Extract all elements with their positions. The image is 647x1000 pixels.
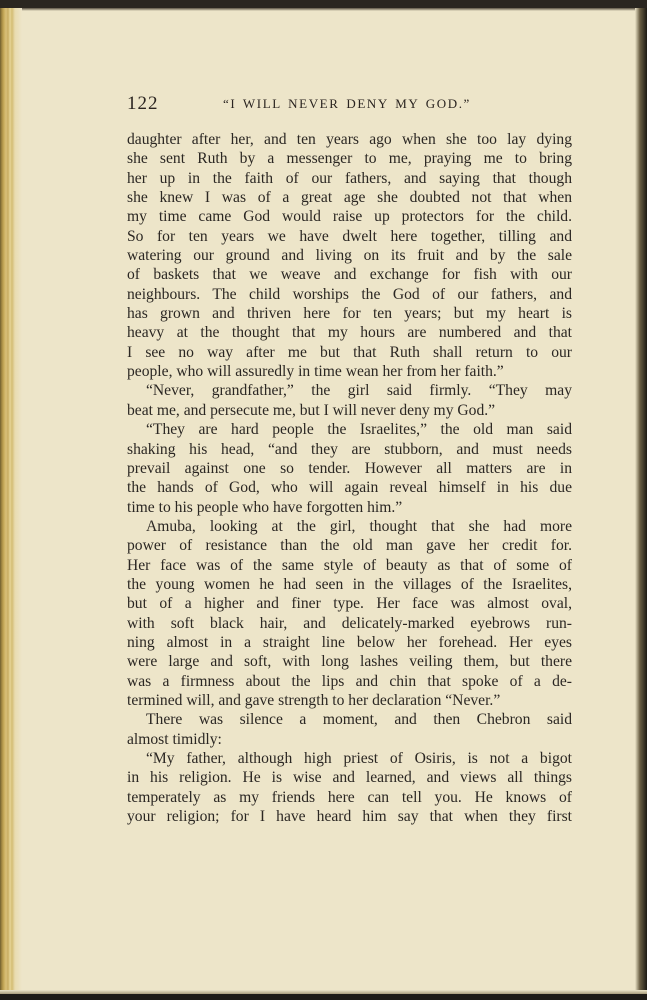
- text-line: “My father, although high priest of Osiris, is not a bigot: [146, 750, 572, 767]
- text-line: neighbours. The child worships the God of our fathers, and: [127, 285, 572, 303]
- book-top-edge: [0, 0, 647, 8]
- text-line: has grown and thriven here for ten years; but my heart is: [127, 305, 572, 323]
- page-right-edge: [635, 8, 647, 994]
- text-line: There was silence a moment, and then Chebron said: [146, 711, 572, 729]
- text-line: “They are hard people the Israelites,” the old man said: [146, 421, 572, 439]
- text-line: watering our ground and living on its fruit and by the sale: [127, 247, 572, 265]
- page-number: 122: [127, 93, 159, 114]
- text-line: I see no way after me but that Ruth shall return to our: [127, 343, 572, 361]
- text-line: daughter after her, and ten years ago when she too lay dying: [127, 131, 572, 148]
- text-line: was a firmness about the lips and chin that spoke of a de-: [127, 672, 572, 690]
- text-line: termined will, and gave strength to her declaration “Never.”: [127, 691, 501, 709]
- text-line: beat me, and persecute me, but I will never deny my God.”: [127, 401, 496, 419]
- text-line: she sent Ruth by a messenger to me, praying me to bring: [127, 150, 572, 168]
- text-line: people, who will assuredly in time wean her from her faith.”: [127, 363, 504, 381]
- text-line: So for ten years we have dwelt here together, tilling and: [127, 227, 572, 245]
- text-line: almost timidly:: [127, 730, 222, 748]
- book-page: [127, 93, 572, 826]
- text-line: temperately as my friends here can tell you. He knows of: [127, 788, 572, 806]
- text-line: but of a higher and finer type. Her face was almost oval,: [127, 595, 572, 613]
- text-line: my time came God would raise up protectors for the child.: [127, 208, 572, 226]
- text-line: with soft black hair, and delicately-marked eyebrows run-: [127, 614, 572, 632]
- text-line: your religion; for I have heard him say that when they first: [127, 808, 572, 826]
- text-line: prevail against one so tender. However all matters are in: [127, 459, 572, 477]
- text-line: time to his people who have forgotten him.”: [127, 498, 403, 516]
- text-line: Her face was of the same style of beauty as that of some of: [127, 556, 572, 574]
- text-line: the young women he had seen in the villages of the Israelites,: [127, 575, 572, 593]
- top-shadow: [0, 8, 647, 11]
- text-line: she knew I was of a great age she doubted not that when: [127, 189, 572, 207]
- book-bottom-edge: [0, 994, 647, 1000]
- text-line: the hands of God, who will again reveal himself in his due: [127, 479, 572, 497]
- text-line: of baskets that we weave and exchange for fish with our: [127, 266, 572, 284]
- text-line: heavy at the thought that my hours are numbered and that: [127, 324, 572, 342]
- body-text: [127, 130, 572, 826]
- text-line: were large and soft, with long lashes veiling them, but there: [127, 653, 572, 671]
- text-line: her up in the faith of our fathers, and saying that though: [127, 169, 572, 187]
- book-gutter: [0, 8, 22, 994]
- text-line: in his religion. He is wise and learned, and views all things: [127, 769, 572, 787]
- text-line: power of resistance than the old man gave her credit for.: [127, 537, 572, 555]
- running-title: “I WILL NEVER DENY MY GOD.”: [223, 96, 471, 111]
- running-head: [127, 93, 572, 121]
- text-line: Amuba, looking at the girl, thought that she had more: [146, 517, 572, 535]
- text-line: “Never, grandfather,” the girl said firmly. “They may: [146, 382, 572, 400]
- text-line: ning almost in a straight line below her forehead. Her eyes: [127, 633, 572, 651]
- text-line: shaking his head, “and they are stubborn, and must needs: [127, 440, 572, 458]
